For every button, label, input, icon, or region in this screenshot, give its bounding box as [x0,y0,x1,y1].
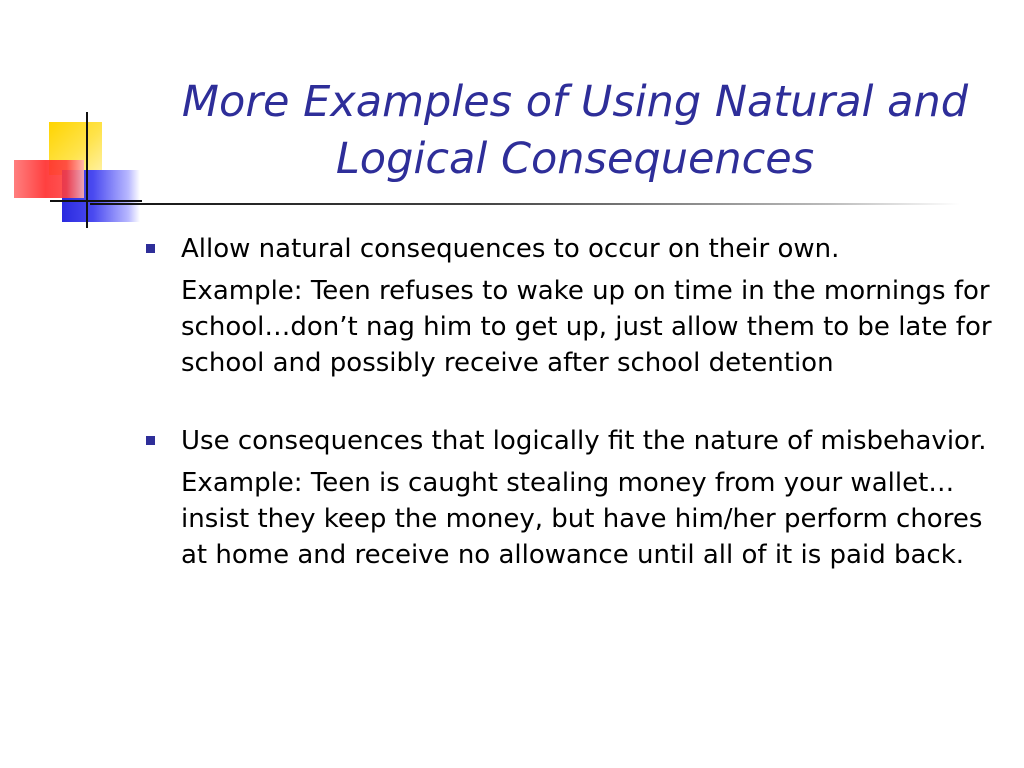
slide-body [144,231,1004,573]
title-divider [90,203,960,205]
slide-title-line-2: Logical Consequences [335,134,815,184]
bullet-text: Use consequences that logically fit the nature of misbehavior. [181,426,987,456]
bullet-item [144,423,1004,573]
bullet-item [144,231,1004,381]
logo-red-square [14,160,84,198]
slide-title [140,74,1010,188]
square-bullet-icon [146,436,155,445]
logo-vertical-line [86,112,88,228]
bullet-example: Example: Teen refuses to wake up on time in the mornings for school…don’t nag him to get up, just allow them to be late for school and possibly receive after school detention [181,276,992,378]
square-bullet-icon [146,244,155,253]
logo-horizontal-line [50,200,142,202]
bullet-example: Example: Teen is caught stealing money from your wallet…insist they keep the money, but have him/her perform chores at home and receive no allowance until all of it is paid back. [181,468,983,570]
slide-title-line-1: More Examples of Using Natural and [181,77,969,127]
bullet-text: Allow natural consequences to occur on their own. [181,234,840,264]
